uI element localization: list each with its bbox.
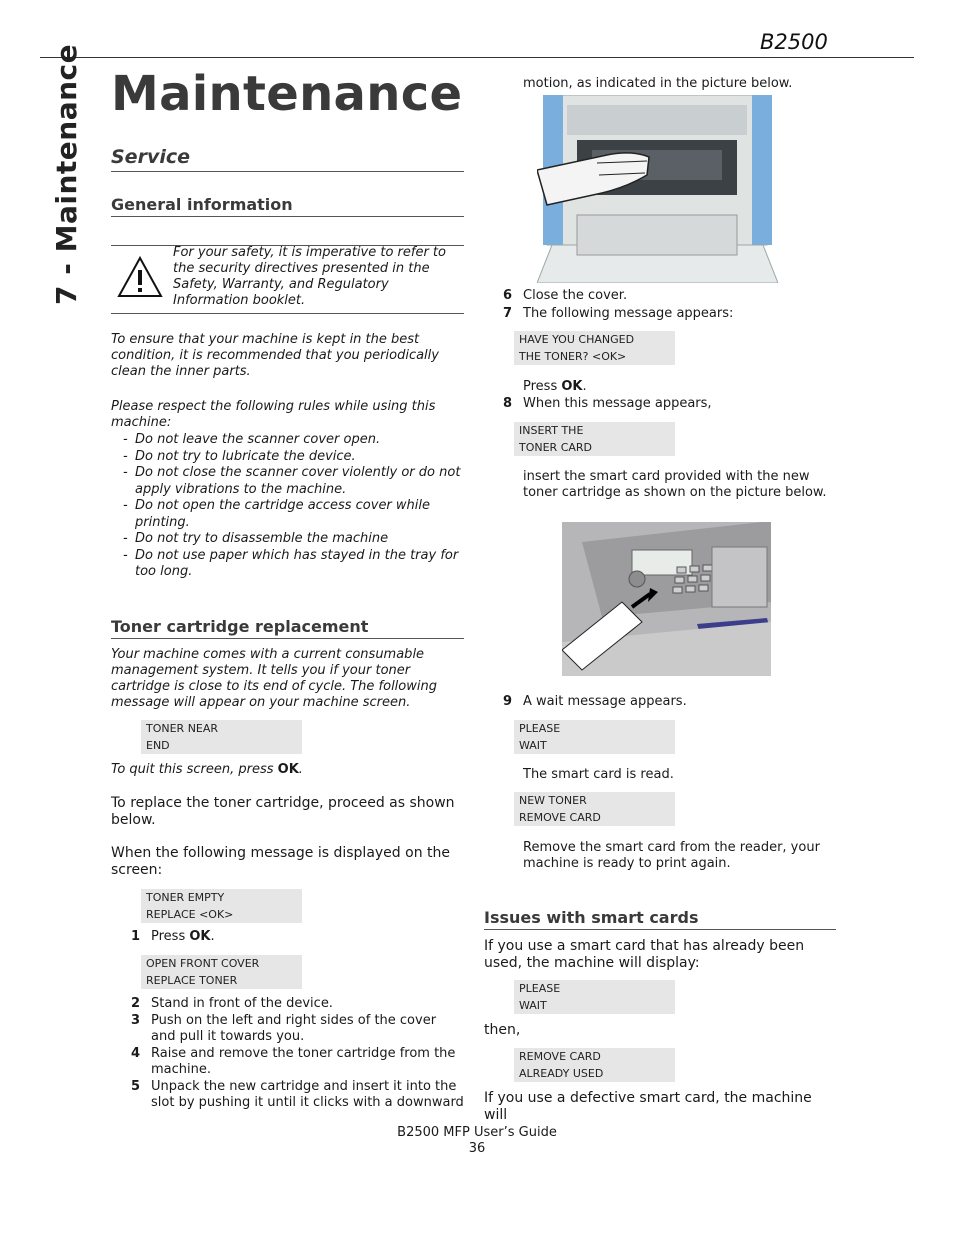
lcd-insert-toner-card: INSERT THE TONER CARD bbox=[514, 422, 675, 456]
footer-page-number: 36 bbox=[468, 1141, 486, 1156]
heading-toner-replacement: Toner cartridge replacement bbox=[111, 617, 369, 636]
lcd-remove-card-used: REMOVE CARD ALREADY USED bbox=[514, 1048, 675, 1082]
step-5: 5 Unpack the new cartridge and insert it into the slot by pushing it until it clicks with a downward bbox=[131, 1078, 464, 1110]
header-model: B2500 bbox=[760, 30, 828, 54]
step-2: 2 Stand in front of the device. bbox=[131, 996, 333, 1011]
heading-general-information: General information bbox=[111, 195, 293, 214]
step-9: 9 A wait message appears. bbox=[503, 694, 687, 709]
side-chapter-tab: 7 - Maintenance bbox=[50, 43, 83, 305]
step-8: 8 When this message appears, bbox=[503, 396, 712, 411]
smart-paragraph-2: If you use a defective smart card, the machine will bbox=[484, 1090, 812, 1123]
lcd-please-wait-2: PLEASE WAIT bbox=[514, 980, 675, 1014]
toner-intro: Your machine comes with a current consumable management system. It tells you if your toner cartridge is close to its end of cycle. The following message will appear on your machine screen. bbox=[111, 647, 437, 710]
general-paragraph-2: Please respect the following rules while using this machine: bbox=[111, 399, 436, 430]
section-heading-service: Service bbox=[111, 146, 190, 168]
page-title: Maintenance bbox=[111, 66, 463, 122]
heading-rule bbox=[111, 216, 464, 217]
card-read-text: The smart card is read. bbox=[523, 767, 674, 782]
section-rule bbox=[111, 171, 464, 172]
lcd-open-front-cover: OPEN FRONT COVER REPLACE TONER bbox=[141, 955, 302, 989]
warning-text: For your safety, it is imperative to refer to the security directives presented in the Safety, Warranty, and Regulatory Information booklet. bbox=[173, 245, 446, 308]
list-item: - Do not close the scanner cover violently or do not apply vibrations to the machine. bbox=[123, 465, 461, 497]
list-item: - Do not open the cartridge access cover while printing. bbox=[123, 498, 431, 530]
list-item: - Do not try to disassemble the machine bbox=[123, 531, 389, 546]
footer-guide-title: B2500 MFP User’s Guide bbox=[397, 1125, 557, 1140]
quit-instruction: To quit this screen, press OK. bbox=[111, 762, 303, 777]
continued-text: motion, as indicated in the picture below. bbox=[523, 76, 793, 91]
lcd-toner-near: TONER NEAR END bbox=[141, 720, 302, 754]
step-6: 6 Close the cover. bbox=[503, 288, 628, 303]
replace-paragraph: To replace the toner cartridge, proceed as shown below. bbox=[111, 795, 455, 828]
when-paragraph: When the following message is displayed on the screen: bbox=[111, 845, 450, 878]
smart-paragraph-1: If you use a smart card that has already been used, the machine will display: bbox=[484, 938, 805, 971]
lcd-toner-empty: TONER EMPTY REPLACE <OK> bbox=[141, 889, 302, 923]
rules-list bbox=[123, 432, 464, 581]
lcd-new-toner: NEW TONER REMOVE CARD bbox=[514, 792, 675, 826]
heading-rule bbox=[111, 638, 464, 639]
then-text: then, bbox=[484, 1022, 521, 1038]
warning-bottom-rule bbox=[111, 313, 464, 314]
header-rule bbox=[40, 57, 914, 58]
heading-rule bbox=[484, 929, 836, 930]
lcd-have-you-changed: HAVE YOU CHANGED THE TONER? <OK> bbox=[514, 331, 675, 365]
list-item: - Do not leave the scanner cover open. bbox=[123, 432, 381, 447]
steps-list bbox=[131, 996, 464, 1112]
warning-icon bbox=[117, 255, 163, 299]
smart-card-photo bbox=[562, 522, 771, 676]
general-paragraph-1: To ensure that your machine is kept in the best condition, it is recommended that you periodically clean the inner parts. bbox=[111, 332, 439, 379]
step-7: 7 The following message appears: bbox=[503, 306, 734, 321]
insert-paragraph: insert the smart card provided with the new toner cartridge as shown on the picture below. bbox=[523, 469, 827, 500]
printer-cartridge-photo bbox=[537, 95, 778, 283]
step-1: 1 Press OK. bbox=[131, 929, 215, 944]
lcd-please-wait: PLEASE WAIT bbox=[514, 720, 675, 754]
heading-smart-cards: Issues with smart cards bbox=[484, 908, 699, 927]
list-item: - Do not use paper which has stayed in the tray for too long. bbox=[123, 547, 459, 579]
remove-paragraph: Remove the smart card from the reader, your machine is ready to print again. bbox=[523, 840, 820, 871]
step-4: 4 Raise and remove the toner cartridge from the machine. bbox=[131, 1045, 456, 1077]
list-item: - Do not try to lubricate the device. bbox=[123, 448, 356, 464]
press-ok-text: Press OK. bbox=[523, 379, 587, 394]
step-3: 3 Push on the left and right sides of the cover and pull it towards you. bbox=[131, 1012, 437, 1044]
